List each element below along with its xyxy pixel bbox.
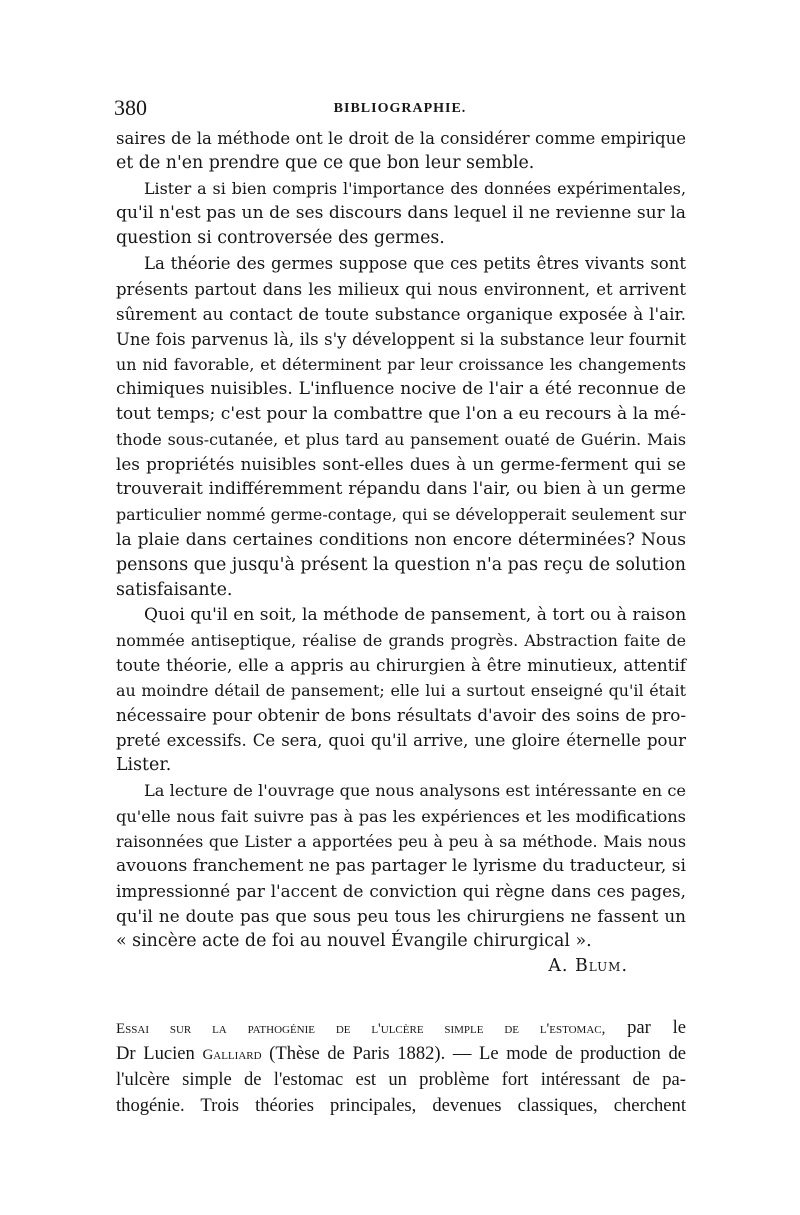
text-line: présents partout dans les milieux qui nous environnent, et arrivent xyxy=(116,279,686,299)
author-prefix: Dr Lucien xyxy=(116,1043,203,1064)
text-line: thode sous-cutanée, et plus tard au pansement ouaté de Guérin. Mais xyxy=(116,430,686,450)
text-line: Lister. xyxy=(116,755,172,776)
text-line: un nid favorable, et déterminent par leur croissance les changements xyxy=(116,354,686,374)
text-line: thogénie. Trois théories principales, devenues classiques, cherchent xyxy=(116,1095,686,1116)
text-line: la plaie dans certaines conditions non encore déterminées? Nous xyxy=(116,529,686,550)
text-line: avouons franchement ne pas partager le lyrisme du traducteur, si xyxy=(116,855,686,876)
text-line: qu'il n'est pas un de ses discours dans lequel il ne revienne sur la xyxy=(116,203,686,224)
review-citation: (Thèse de Paris 1882). — Le mode de production de xyxy=(261,1043,686,1064)
running-title: BIBLIOGRAPHIE. xyxy=(333,101,467,116)
text-line: trouverait indifféremment répandu dans l'air, ou bien à un germe xyxy=(116,479,686,500)
text-line: Lister a si bien compris l'importance des données expérimentales, xyxy=(144,179,686,199)
text-line: « sincère acte de foi au nouvel Évangile chirurgical ». xyxy=(116,931,592,951)
running-head xyxy=(114,96,686,120)
review-body-text xyxy=(116,126,686,979)
text-line: les propriétés nuisibles sont-elles dues à un germe-ferment qui se xyxy=(116,454,686,475)
text-line: raisonnées que Lister a apportées peu à peu à sa méthode. Mais nous xyxy=(116,831,686,851)
text-line: satisfaisante. xyxy=(116,579,233,600)
text-line: Une fois parvenus là, ils s'y développent si la substance leur fournit xyxy=(116,329,686,349)
review-title-line xyxy=(116,1015,686,1041)
text-line: sûrement au contact de toute substance organique exposée à l'air. xyxy=(116,303,686,324)
text-line: au moindre détail de pansement; elle lui a surtout enseigné qu'il était xyxy=(116,681,686,701)
text-line: saires de la méthode ont le droit de la considérer comme empirique xyxy=(116,129,686,148)
text-line: La théorie des germes suppose que ces petits êtres vivants sont xyxy=(144,254,686,274)
text-line: preté excessifs. Ce sera, quoi qu'il arrive, une gloire éternelle pour xyxy=(116,731,686,751)
review-title: Essai sur la pathogénie de l'ulcère simple de l'estomac, xyxy=(116,1021,606,1037)
review-author-line xyxy=(116,1041,686,1067)
text-line: nécessaire pour obtenir de bons résultats d'avoir des soins de pro- xyxy=(116,705,686,726)
text-line: tout temps; c'est pour la combattre que l'on a eu recours à la mé- xyxy=(116,404,686,425)
text-line: question si controversée des germes. xyxy=(116,228,445,249)
text-line: La lecture de l'ouvrage que nous analysons est intéressante en ce xyxy=(144,781,686,801)
text-line: l'ulcère simple de l'estomac est un problème fort intéressant de pa- xyxy=(116,1069,686,1090)
text-line: toute théorie, elle a appris au chirurgien à être minutieux, attentif xyxy=(116,654,686,675)
author-surname: Galliard xyxy=(202,1047,262,1063)
text-line: particulier nommé germe-contage, qui se développerait seulement sur xyxy=(116,505,686,525)
text-line: Quoi qu'il en soit, la méthode de pansement, à tort ou à raison xyxy=(144,604,687,625)
text-line: qu'elle nous fait suivre pas à pas les expériences et les modifications xyxy=(116,806,686,826)
review-title-suffix: par le xyxy=(605,1017,686,1038)
text-line: nommée antiseptique, réalise de grands progrès. Abstraction faite de xyxy=(116,630,686,650)
text-line: chimiques nuisibles. L'influence nocive de l'air a été reconnue de xyxy=(116,378,686,399)
next-review-entry xyxy=(116,1015,686,1119)
text-line: pensons que jusqu'à présent la question n'a pas reçu de solution xyxy=(116,554,687,575)
page-number: 380 xyxy=(114,95,147,120)
text-line: impressionné par l'accent de conviction qui règne dans ces pages, xyxy=(116,880,686,901)
text-line: et de n'en prendre que ce que bon leur semble. xyxy=(116,153,535,174)
author-signature: A. Blum. xyxy=(548,956,628,977)
text-line: qu'il ne doute pas que sous peu tous les chirurgiens ne fassent un xyxy=(116,905,686,926)
